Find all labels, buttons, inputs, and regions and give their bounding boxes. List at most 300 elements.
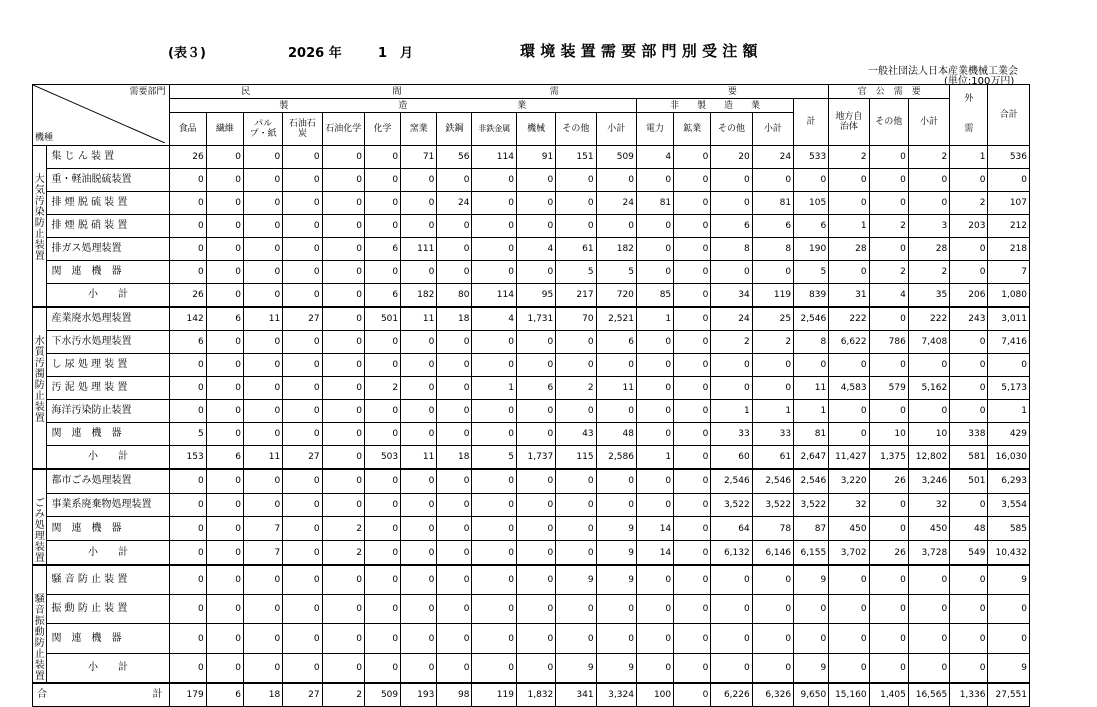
- value-cell: 0: [437, 653, 472, 683]
- corner-header: [33, 85, 170, 146]
- value-cell: 182: [596, 238, 636, 261]
- value-cell: 9: [556, 565, 596, 595]
- table-row: [33, 565, 1030, 595]
- value-cell: 0: [206, 354, 243, 377]
- value-cell: 12,802: [908, 446, 949, 470]
- hdr-public: [829, 85, 950, 99]
- value-cell: 0: [472, 192, 516, 215]
- value-cell: 0: [437, 261, 472, 284]
- value-cell: 26: [869, 541, 908, 565]
- value-cell: 0: [636, 423, 673, 446]
- value-cell: 2,647: [794, 446, 829, 470]
- value-cell: 0: [401, 331, 437, 354]
- equipment-name: 騒 音 防 止 装 置: [47, 565, 169, 595]
- value-cell: 0: [437, 595, 472, 624]
- value-cell: 0: [472, 653, 516, 683]
- subtotal-label: 小 計: [47, 653, 169, 683]
- value-cell: 61: [752, 446, 793, 470]
- value-cell: 0: [437, 541, 472, 565]
- value-cell: 11: [243, 307, 282, 331]
- hdr-manufacturing: [169, 99, 636, 113]
- hdr-col: その他: [556, 113, 596, 146]
- value-cell: 0: [869, 169, 908, 192]
- value-cell: 64: [711, 517, 752, 541]
- value-cell: 0: [472, 215, 516, 238]
- value-cell: 81: [794, 423, 829, 446]
- value-cell: 8: [752, 238, 793, 261]
- value-cell: 2: [752, 331, 793, 354]
- value-cell: 0: [674, 261, 711, 284]
- value-cell: 26: [869, 469, 908, 493]
- total-value-cell: 509: [364, 683, 400, 707]
- hdr-col: 食品: [169, 113, 206, 146]
- value-cell: 0: [636, 400, 673, 423]
- value-cell: 5,162: [908, 377, 949, 400]
- subtotal-label: 小 計: [47, 446, 169, 470]
- value-cell: 0: [243, 423, 282, 446]
- value-cell: 0: [950, 400, 988, 423]
- value-cell: 0: [674, 565, 711, 595]
- value-cell: 3,011: [988, 307, 1030, 331]
- hdr-hi: 非: [669, 100, 679, 111]
- value-cell: 0: [283, 400, 322, 423]
- table-row: [33, 493, 1030, 517]
- value-cell: 25: [752, 307, 793, 331]
- hdr-non-manufacturing: [636, 99, 793, 113]
- value-cell: 71: [401, 146, 437, 169]
- value-cell: 10,432: [988, 541, 1030, 565]
- value-cell: 0: [596, 400, 636, 423]
- value-cell: 0: [516, 331, 555, 354]
- value-cell: 0: [283, 517, 322, 541]
- value-cell: 0: [401, 354, 437, 377]
- value-cell: 3,554: [988, 493, 1030, 517]
- subtotal-row: [33, 446, 1030, 470]
- value-cell: 153: [169, 446, 206, 470]
- total-value-cell: 27: [283, 683, 322, 707]
- value-cell: 536: [988, 146, 1030, 169]
- hdr-gyo: 業: [517, 100, 527, 111]
- value-cell: 4,583: [829, 377, 869, 400]
- value-cell: 6: [711, 215, 752, 238]
- equipment-name: 下水汚水処理装置: [47, 331, 169, 354]
- total-value-cell: 6,226: [711, 683, 752, 707]
- value-cell: 0: [556, 331, 596, 354]
- subtotal-row: [33, 653, 1030, 683]
- table-body: [33, 146, 1030, 707]
- value-cell: 61: [556, 238, 596, 261]
- subtotal-label: 小 計: [47, 284, 169, 308]
- value-cell: 0: [206, 146, 243, 169]
- value-cell: 0: [206, 261, 243, 284]
- value-cell: 81: [752, 192, 793, 215]
- value-cell: 27: [283, 307, 322, 331]
- value-cell: 91: [516, 146, 555, 169]
- value-cell: 0: [908, 624, 949, 653]
- value-cell: 0: [283, 541, 322, 565]
- grand-total-label: [33, 683, 170, 707]
- value-cell: 0: [516, 653, 555, 683]
- value-cell: 28: [908, 238, 949, 261]
- value-cell: 0: [169, 653, 206, 683]
- value-cell: 0: [674, 238, 711, 261]
- value-cell: 33: [711, 423, 752, 446]
- value-cell: 11: [794, 377, 829, 400]
- value-cell: 0: [674, 377, 711, 400]
- value-cell: 0: [283, 354, 322, 377]
- value-cell: 0: [169, 469, 206, 493]
- value-cell: 0: [516, 565, 555, 595]
- equipment-name: 関 連 機 器: [47, 624, 169, 653]
- value-cell: 0: [283, 377, 322, 400]
- value-cell: 0: [869, 624, 908, 653]
- value-cell: 0: [401, 169, 437, 192]
- value-cell: 11: [401, 307, 437, 331]
- value-cell: 24: [752, 146, 793, 169]
- total-value-cell: 1,405: [869, 683, 908, 707]
- value-cell: 0: [472, 331, 516, 354]
- value-cell: 0: [752, 169, 793, 192]
- value-cell: 0: [869, 595, 908, 624]
- total-value-cell: 0: [674, 683, 711, 707]
- value-cell: 0: [674, 653, 711, 683]
- value-cell: 0: [364, 400, 400, 423]
- table-row: [33, 377, 1030, 400]
- unit-note: (単位:100万円): [944, 76, 1015, 87]
- total-value-cell: 2: [322, 683, 364, 707]
- value-cell: 0: [472, 541, 516, 565]
- value-cell: 0: [829, 423, 869, 446]
- value-cell: 80: [437, 284, 472, 308]
- hdr-kan-pub: 官: [857, 86, 867, 97]
- value-cell: 0: [556, 469, 596, 493]
- value-cell: 0: [206, 331, 243, 354]
- grand-total-row: [33, 683, 1030, 707]
- table-row: [33, 469, 1030, 493]
- value-cell: 0: [206, 192, 243, 215]
- hdr-hi-gyo: 業: [751, 100, 761, 111]
- equipment-name: 重・軽油脱硫装置: [47, 169, 169, 192]
- value-cell: 212: [988, 215, 1030, 238]
- value-cell: 0: [674, 192, 711, 215]
- value-cell: 48: [596, 423, 636, 446]
- table-row: [33, 354, 1030, 377]
- value-cell: 217: [556, 284, 596, 308]
- year: 2026 年: [288, 46, 342, 61]
- value-cell: 0: [636, 653, 673, 683]
- value-cell: 218: [988, 238, 1030, 261]
- value-cell: 0: [169, 192, 206, 215]
- value-cell: 0: [636, 215, 673, 238]
- value-cell: 0: [908, 169, 949, 192]
- equipment-name: 関 連 機 器: [47, 261, 169, 284]
- value-cell: 3,728: [908, 541, 949, 565]
- table-row: [33, 169, 1030, 192]
- value-cell: 2: [556, 377, 596, 400]
- hdr-col: パルプ・紙: [243, 113, 282, 146]
- value-cell: 0: [206, 215, 243, 238]
- value-cell: 6,132: [711, 541, 752, 565]
- value-cell: 0: [243, 493, 282, 517]
- value-cell: 9: [596, 517, 636, 541]
- value-cell: 0: [516, 469, 555, 493]
- value-cell: 450: [829, 517, 869, 541]
- value-cell: 1,731: [516, 307, 555, 331]
- value-cell: 0: [206, 653, 243, 683]
- value-cell: 0: [206, 541, 243, 565]
- value-cell: 5: [472, 446, 516, 470]
- value-cell: 0: [556, 354, 596, 377]
- total-value-cell: 6: [206, 683, 243, 707]
- value-cell: 0: [516, 541, 555, 565]
- value-cell: 31: [829, 284, 869, 308]
- value-cell: 0: [711, 192, 752, 215]
- value-cell: 0: [711, 565, 752, 595]
- total-value-cell: 15,160: [829, 683, 869, 707]
- value-cell: 2: [829, 146, 869, 169]
- value-cell: 0: [516, 261, 555, 284]
- value-cell: 0: [950, 354, 988, 377]
- hdr-col: その他: [711, 113, 752, 146]
- value-cell: 6: [516, 377, 555, 400]
- hdr-col: 石油化学: [322, 113, 364, 146]
- hdr-col: 石油石炭: [283, 113, 322, 146]
- table-row: [33, 146, 1030, 169]
- value-cell: 190: [794, 238, 829, 261]
- value-cell: 0: [283, 146, 322, 169]
- value-cell: 0: [437, 493, 472, 517]
- value-cell: 2,546: [752, 469, 793, 493]
- value-cell: 24: [596, 192, 636, 215]
- value-cell: 0: [988, 354, 1030, 377]
- value-cell: 1,737: [516, 446, 555, 470]
- value-cell: 0: [322, 307, 364, 331]
- value-cell: 0: [322, 331, 364, 354]
- total-value-cell: 3,324: [596, 683, 636, 707]
- table-row: [33, 517, 1030, 541]
- value-cell: 0: [364, 261, 400, 284]
- value-cell: 6: [364, 238, 400, 261]
- value-cell: 243: [950, 307, 988, 331]
- value-cell: 0: [636, 624, 673, 653]
- value-cell: 0: [636, 469, 673, 493]
- value-cell: 509: [596, 146, 636, 169]
- hdr-col: 小計: [752, 113, 793, 146]
- value-cell: 720: [596, 284, 636, 308]
- page-title: 環 境 装 置 需 要 部 門 別 受 注 額: [520, 42, 758, 60]
- hdr-ko: 公: [875, 86, 885, 97]
- value-cell: 0: [516, 354, 555, 377]
- value-cell: 0: [206, 400, 243, 423]
- value-cell: 0: [869, 307, 908, 331]
- value-cell: 0: [401, 377, 437, 400]
- value-cell: 0: [674, 423, 711, 446]
- value-cell: 7,408: [908, 331, 949, 354]
- value-cell: 0: [794, 624, 829, 653]
- value-cell: 0: [950, 331, 988, 354]
- value-cell: 0: [169, 377, 206, 400]
- equipment-name: 関 連 機 器: [47, 423, 169, 446]
- value-cell: 0: [829, 261, 869, 284]
- value-cell: 1: [636, 307, 673, 331]
- value-cell: 0: [752, 595, 793, 624]
- value-cell: 18: [437, 446, 472, 470]
- value-cell: 7: [988, 261, 1030, 284]
- total-value-cell: 98: [437, 683, 472, 707]
- category-label: 水質汚濁防止装置: [33, 307, 47, 469]
- value-cell: 105: [794, 192, 829, 215]
- value-cell: 0: [364, 169, 400, 192]
- value-cell: 0: [711, 377, 752, 400]
- value-cell: 0: [908, 192, 949, 215]
- equipment-name: 排 煙 脱 硝 装 置: [47, 215, 169, 238]
- value-cell: 5,173: [988, 377, 1030, 400]
- value-cell: 5: [596, 261, 636, 284]
- value-cell: 0: [243, 284, 282, 308]
- value-cell: 0: [674, 541, 711, 565]
- total-value-cell: 119: [472, 683, 516, 707]
- value-cell: 0: [322, 624, 364, 653]
- hdr-kan: 間: [322, 85, 472, 99]
- value-cell: 549: [950, 541, 988, 565]
- value-cell: 0: [869, 400, 908, 423]
- value-cell: 0: [322, 354, 364, 377]
- value-cell: 0: [516, 169, 555, 192]
- value-cell: 2: [869, 215, 908, 238]
- value-cell: 32: [908, 493, 949, 517]
- hdr-col: 電力: [636, 113, 673, 146]
- value-cell: 0: [472, 238, 516, 261]
- subtotal-label: 小 計: [47, 541, 169, 565]
- value-cell: 0: [206, 493, 243, 517]
- value-cell: 581: [950, 446, 988, 470]
- value-cell: 0: [169, 541, 206, 565]
- value-cell: 0: [794, 595, 829, 624]
- value-cell: 0: [206, 595, 243, 624]
- value-cell: 0: [206, 469, 243, 493]
- value-cell: 9: [988, 565, 1030, 595]
- value-cell: 43: [556, 423, 596, 446]
- value-cell: 0: [472, 400, 516, 423]
- value-cell: 0: [516, 215, 555, 238]
- value-cell: 0: [169, 261, 206, 284]
- value-cell: 2: [908, 146, 949, 169]
- value-cell: 0: [364, 624, 400, 653]
- value-cell: 0: [206, 169, 243, 192]
- value-cell: 3,702: [829, 541, 869, 565]
- value-cell: 8: [711, 238, 752, 261]
- total-value-cell: 18: [243, 683, 282, 707]
- value-cell: 0: [437, 517, 472, 541]
- value-cell: 0: [243, 595, 282, 624]
- table-row: [33, 331, 1030, 354]
- value-cell: 0: [437, 354, 472, 377]
- value-cell: 0: [283, 624, 322, 653]
- value-cell: 6: [596, 331, 636, 354]
- value-cell: 0: [711, 169, 752, 192]
- value-cell: 0: [243, 469, 282, 493]
- value-cell: 1: [794, 400, 829, 423]
- hdr-pub-subtotal: 小計: [908, 99, 949, 146]
- value-cell: 0: [169, 169, 206, 192]
- value-cell: 1: [950, 146, 988, 169]
- value-cell: 0: [401, 192, 437, 215]
- value-cell: 2,546: [711, 469, 752, 493]
- value-cell: 0: [169, 354, 206, 377]
- hdr-min: 民: [169, 85, 322, 99]
- value-cell: 0: [869, 192, 908, 215]
- value-cell: 0: [401, 261, 437, 284]
- hdr-yo: 要: [636, 85, 828, 99]
- value-cell: 0: [206, 624, 243, 653]
- total-value-cell: 1,832: [516, 683, 555, 707]
- value-cell: 0: [169, 595, 206, 624]
- value-cell: 0: [243, 400, 282, 423]
- value-cell: 151: [556, 146, 596, 169]
- value-cell: 1: [636, 446, 673, 470]
- value-cell: 0: [556, 192, 596, 215]
- value-cell: 0: [322, 215, 364, 238]
- value-cell: 0: [401, 541, 437, 565]
- value-cell: 0: [243, 354, 282, 377]
- value-cell: 501: [950, 469, 988, 493]
- value-cell: 1,080: [988, 284, 1030, 308]
- equipment-name: 関 連 機 器: [47, 517, 169, 541]
- corner-top-label: 需要部門: [129, 87, 166, 97]
- equipment-name: 汚 泥 処 理 装 置: [47, 377, 169, 400]
- value-cell: 0: [364, 146, 400, 169]
- value-cell: 0: [472, 595, 516, 624]
- hdr-hi-sei: 製: [696, 100, 706, 111]
- value-cell: 2: [322, 541, 364, 565]
- total-value-cell: 27,551: [988, 683, 1030, 707]
- value-cell: 0: [636, 354, 673, 377]
- value-cell: 0: [674, 446, 711, 470]
- value-cell: 0: [401, 517, 437, 541]
- value-cell: 0: [401, 565, 437, 595]
- value-cell: 1: [988, 400, 1030, 423]
- category-label: ごみ処理装置: [33, 469, 47, 565]
- hdr-yo2: 要: [911, 86, 921, 97]
- equipment-name: 事業系廃棄物処理装置: [47, 493, 169, 517]
- value-cell: 0: [364, 493, 400, 517]
- value-cell: 2,546: [794, 469, 829, 493]
- hdr-ju2: 需: [893, 86, 903, 97]
- value-cell: 0: [243, 192, 282, 215]
- value-cell: 0: [556, 541, 596, 565]
- value-cell: 6,293: [988, 469, 1030, 493]
- value-cell: 0: [322, 284, 364, 308]
- value-cell: 10: [908, 423, 949, 446]
- value-cell: 0: [829, 354, 869, 377]
- value-cell: 0: [283, 169, 322, 192]
- value-cell: 203: [950, 215, 988, 238]
- value-cell: 0: [869, 146, 908, 169]
- value-cell: 20: [711, 146, 752, 169]
- total-value-cell: 16,565: [908, 683, 949, 707]
- value-cell: 0: [674, 331, 711, 354]
- value-cell: 0: [206, 377, 243, 400]
- value-cell: 0: [829, 565, 869, 595]
- value-cell: 35: [908, 284, 949, 308]
- value-cell: 1: [752, 400, 793, 423]
- value-cell: 0: [516, 493, 555, 517]
- equipment-name: 海洋汚染防止装置: [47, 400, 169, 423]
- value-cell: 0: [516, 423, 555, 446]
- table-row: [33, 261, 1030, 284]
- value-cell: 0: [401, 423, 437, 446]
- value-cell: 0: [674, 493, 711, 517]
